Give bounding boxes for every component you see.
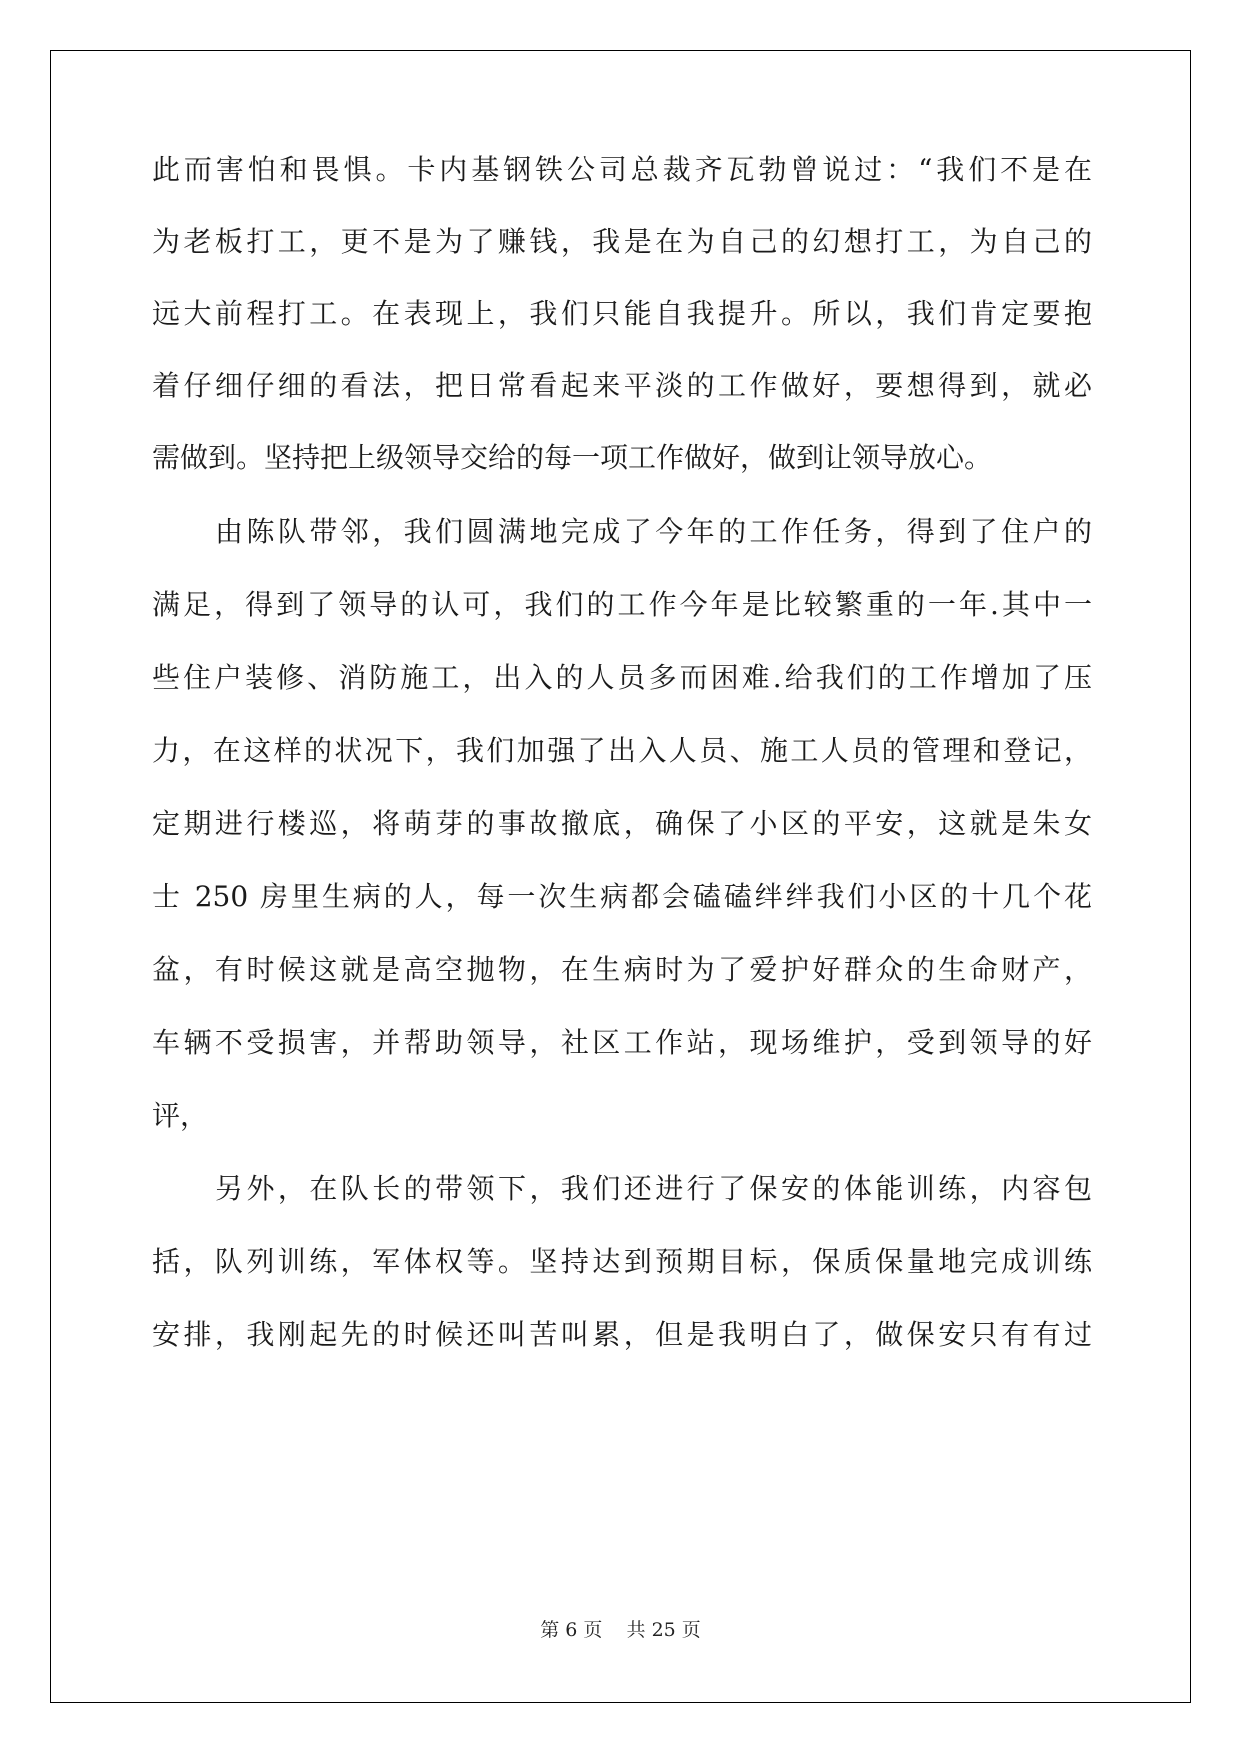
text-line-5: 需做到。坚持把上级领导交给的每一项工作做好，做到让领导放心。 xyxy=(152,441,993,474)
text-line-6: 由陈队带邻，我们圆满地完成了今年的工作任务，得到了住户的 xyxy=(215,515,1092,548)
text-line-9: 力，在这样的状况下，我们加强了出入人员、施工人员的管理和登记， xyxy=(152,734,1092,767)
text-line-13: 车辆不受损害，并帮助领导，社区工作站，现场维护，受到领导的好 xyxy=(152,1026,1092,1059)
text-line-14: 评， xyxy=(152,1099,209,1132)
text-line-11: 士 250 房里生病的人，每一次生病都会磕磕绊绊我们小区的十几个花 xyxy=(152,880,1092,913)
text-line-2: 为老板打工，更不是为了赚钱，我是在为自己的幻想打工，为自己的 xyxy=(152,225,1092,258)
page-total: 共 25 页 xyxy=(626,1619,701,1641)
text-line-7: 满足，得到了领导的认可，我们的工作今年是比较繁重的一年.其中一 xyxy=(152,588,1092,621)
text-line-8: 些住户装修、消防施工，出入的人员多而困难.给我们的工作增加了压 xyxy=(152,661,1092,694)
page-number: 第 6 页 xyxy=(540,1619,603,1641)
page-footer xyxy=(0,1615,1241,1642)
text-line-10: 定期进行楼巡，将萌芽的事故撤底，确保了小区的平安，这就是朱女 xyxy=(152,807,1092,840)
text-line-15: 另外，在队长的带领下，我们还进行了保安的体能训练，内容包 xyxy=(215,1172,1092,1205)
text-line-3: 远大前程打工。在表现上，我们只能自我提升。所以，我们肯定要抱 xyxy=(152,297,1092,330)
text-line-17: 安排，我刚起先的时候还叫苦叫累，但是我明白了，做保安只有有过 xyxy=(152,1318,1092,1351)
text-line-12: 盆，有时候这就是高空抛物，在生病时为了爱护好群众的生命财产， xyxy=(152,953,1092,986)
text-line-16: 括，队列训练，军体权等。坚持达到预期目标，保质保量地完成训练 xyxy=(152,1245,1092,1278)
text-line-4: 着仔细仔细的看法，把日常看起来平淡的工作做好，要想得到，就必 xyxy=(152,369,1092,402)
text-line-1: 此而害怕和畏惧。卡内基钢铁公司总裁齐瓦勃曾说过：“我们不是在 xyxy=(152,153,1092,186)
